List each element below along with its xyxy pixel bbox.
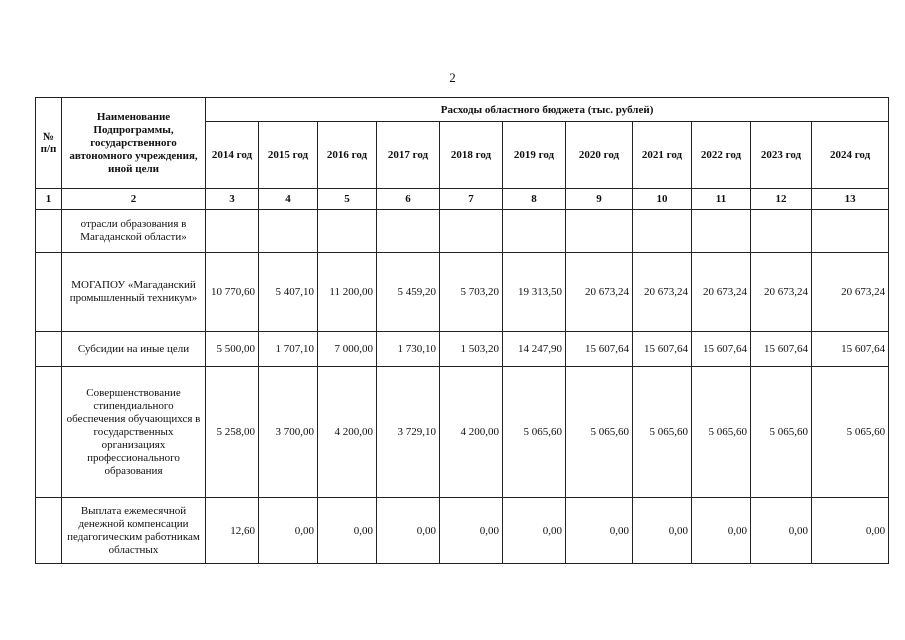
row-num [36,498,62,564]
row-value: 14 247,90 [503,332,566,367]
column-index: 2 [62,189,206,210]
row-value: 15 607,64 [633,332,692,367]
row-name: МОГАПОУ «Магаданский промышленный техникум» [62,253,206,332]
row-value [259,210,318,253]
row-value: 5 459,20 [377,253,440,332]
row-value: 0,00 [440,498,503,564]
row-value: 20 673,24 [566,253,633,332]
row-value: 4 200,00 [318,367,377,498]
row-value: 15 607,64 [812,332,889,367]
row-value [692,210,751,253]
row-value: 5 065,60 [751,367,812,498]
row-num [36,253,62,332]
row-value: 0,00 [812,498,889,564]
row-value [440,210,503,253]
header-year: 2015 год [259,122,318,189]
row-name: отрасли образования в Магаданской области» [62,210,206,253]
header-year: 2016 год [318,122,377,189]
row-value: 3 729,10 [377,367,440,498]
row-value: 4 200,00 [440,367,503,498]
row-value [566,210,633,253]
table-row [36,332,889,367]
row-value: 5 065,60 [503,367,566,498]
column-index: 11 [692,189,751,210]
row-value [206,210,259,253]
row-value: 5 065,60 [633,367,692,498]
row-value: 0,00 [259,498,318,564]
row-value: 20 673,24 [633,253,692,332]
row-value: 20 673,24 [751,253,812,332]
header-year: 2022 год [692,122,751,189]
table-row [36,367,889,498]
row-value: 5 065,60 [566,367,633,498]
row-value: 7 000,00 [318,332,377,367]
row-value: 1 707,10 [259,332,318,367]
row-value: 11 200,00 [318,253,377,332]
row-value: 0,00 [692,498,751,564]
row-value: 12,60 [206,498,259,564]
header-year: 2021 год [633,122,692,189]
row-value: 5 258,00 [206,367,259,498]
table-row [36,253,889,332]
page-number: 2 [449,70,456,85]
row-value: 10 770,60 [206,253,259,332]
table-row [36,498,889,564]
row-value: 15 607,64 [566,332,633,367]
row-value: 5 500,00 [206,332,259,367]
row-value: 0,00 [377,498,440,564]
row-value: 15 607,64 [751,332,812,367]
header-year: 2014 год [206,122,259,189]
header-year: 2018 год [440,122,503,189]
row-value: 15 607,64 [692,332,751,367]
column-index: 8 [503,189,566,210]
column-index: 1 [36,189,62,210]
header-name-col: Наименование Подпрограммы, государственного автономного учреждения, иной цели [62,98,206,189]
row-name: Совершенствование стипендиального обеспечения обучающихся в государственных организациях профессионального образования [62,367,206,498]
column-index: 9 [566,189,633,210]
row-value: 0,00 [566,498,633,564]
header-year: 2023 год [751,122,812,189]
row-num [36,367,62,498]
column-index: 5 [318,189,377,210]
header-row-main [36,98,889,122]
row-num [36,210,62,253]
row-value: 20 673,24 [812,253,889,332]
column-index: 6 [377,189,440,210]
row-value: 1 730,10 [377,332,440,367]
row-value: 3 700,00 [259,367,318,498]
header-num-col: № п/п [36,98,62,189]
header-expenses-title: Расходы областного бюджета (тыс. рублей) [206,98,889,122]
header-year: 2019 год [503,122,566,189]
column-index: 4 [259,189,318,210]
column-index-row [36,189,889,210]
row-value: 19 313,50 [503,253,566,332]
row-name: Субсидии на иные цели [62,332,206,367]
row-value: 1 503,20 [440,332,503,367]
row-value: 5 703,20 [440,253,503,332]
row-name: Выплата ежемесячной денежной компенсации педагогическим работникам областных [62,498,206,564]
row-value: 5 065,60 [812,367,889,498]
row-value [751,210,812,253]
row-value: 0,00 [503,498,566,564]
column-index: 3 [206,189,259,210]
header-year: 2024 год [812,122,889,189]
table-row [36,210,889,253]
row-value: 5 407,10 [259,253,318,332]
column-index: 7 [440,189,503,210]
column-index: 10 [633,189,692,210]
row-value: 0,00 [633,498,692,564]
row-value: 20 673,24 [692,253,751,332]
row-value: 5 065,60 [692,367,751,498]
row-value [633,210,692,253]
row-value: 0,00 [751,498,812,564]
row-value: 0,00 [318,498,377,564]
row-value [812,210,889,253]
row-value [377,210,440,253]
column-index: 12 [751,189,812,210]
row-value [318,210,377,253]
row-value [503,210,566,253]
column-index: 13 [812,189,889,210]
header-year: 2020 год [566,122,633,189]
budget-table [35,97,889,564]
header-year: 2017 год [377,122,440,189]
row-num [36,332,62,367]
